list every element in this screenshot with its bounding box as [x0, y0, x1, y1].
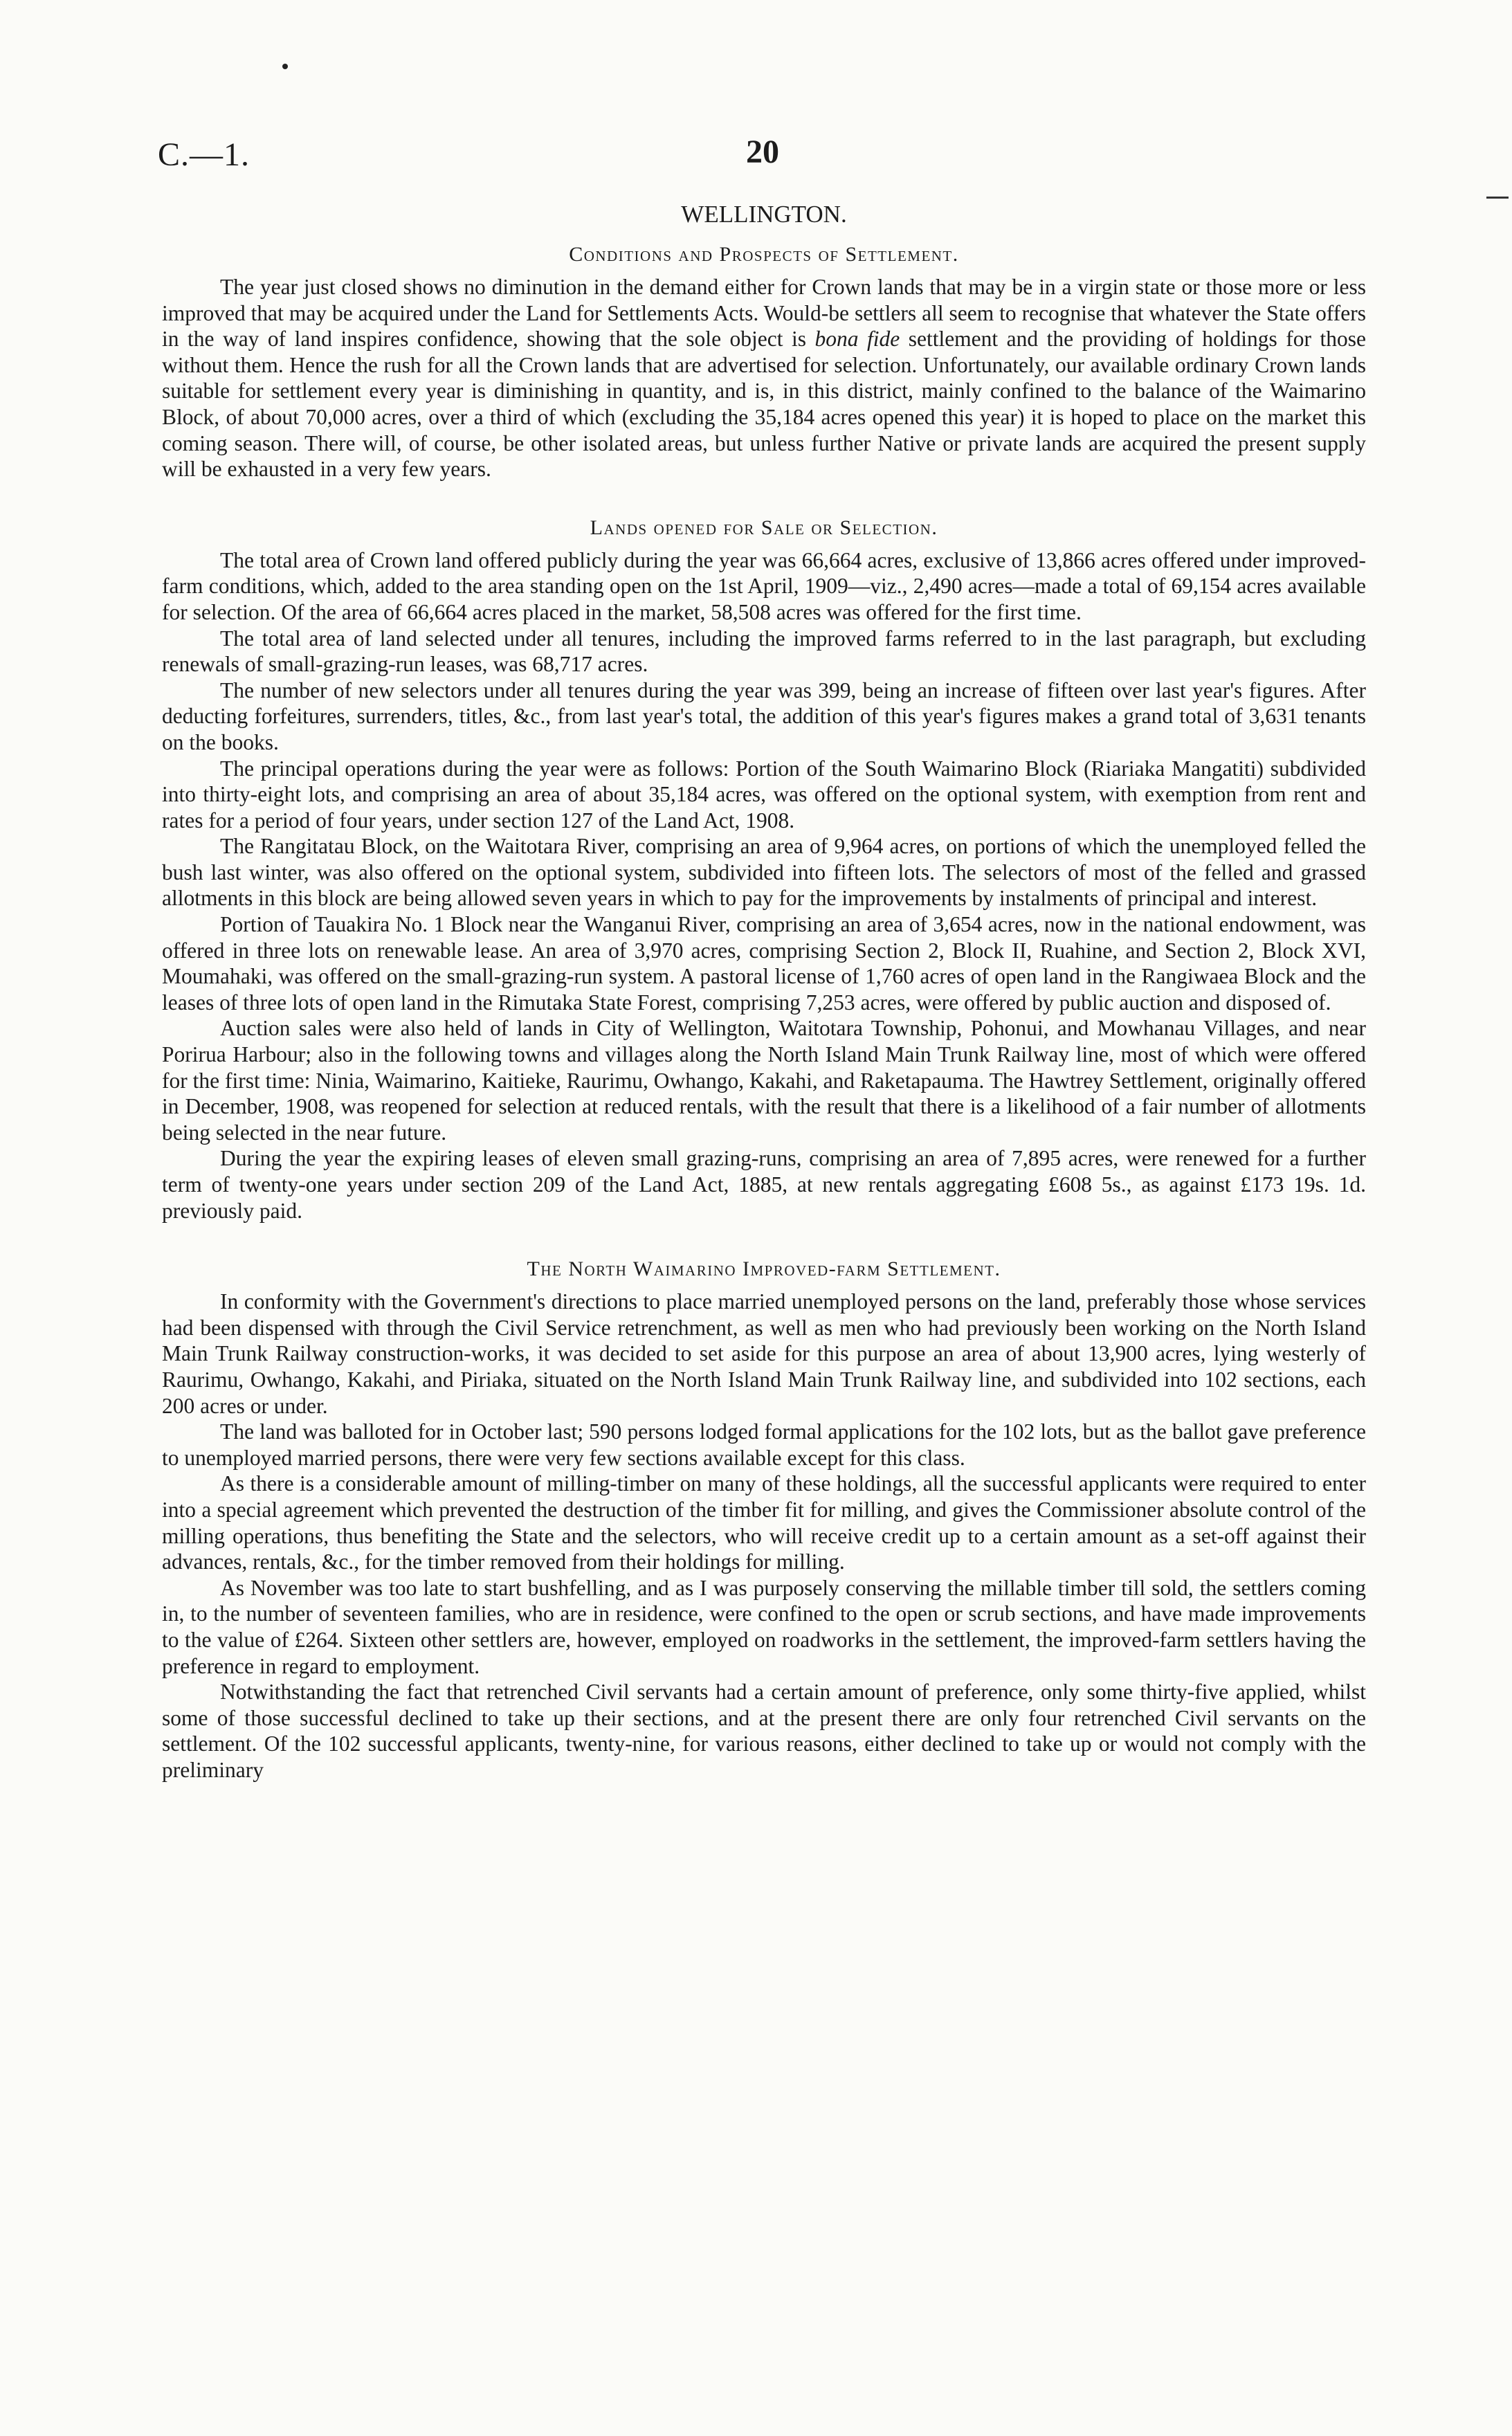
- paragraph: The total area of Crown land offered publicly during the year was 66,664 acres, exclusive of 13,866 acres offered under improved-farm conditions, which, added to the area standing open on the 1st April, 1909—viz., 2,490 acres—made a total of 69,154 acres available for selection. Of the area of 66,664 acres placed in the market, 58,508 acres was offered for the first time.: [162, 547, 1366, 624]
- margin-mark: [1486, 197, 1509, 199]
- page-title: WELLINGTON.: [681, 201, 847, 228]
- section-heading-north-waimarino: The North Waimarino Improved-farm Settlement.: [527, 1257, 1001, 1281]
- section-heading-lands-opened: Lands opened for Sale or Selection.: [590, 516, 938, 539]
- paragraph: Notwithstanding the fact that retrenched Civil servants had a certain amount of preference, only some thirty-five applied, whilst some of those successful declined to take up their sections, and at the present there are only four retrenched Civil servants on the settlement. Of the 102 successful applicants, twenty-nine, for various reasons, either declined to take up or would not comply with the preliminary: [162, 1680, 1366, 1782]
- paragraph: The total area of land selected under all tenures, including the improved farms referred to in the last paragraph, but excluding renewals of small-grazing-run leases, was 68,717 acres.: [162, 626, 1366, 677]
- paragraph: As there is a considerable amount of milling-timber on many of these holdings, all the successful applicants were required to enter into a special agreement which prevented the destruction of the timber fit for milling, and gives the Commissioner absolute control of the milling operations, thus benefiting the State and the selectors, who will receive credit up to a certain amount as a set-off against their advances, rentals, &c., for the timber removed from their holdings for milling.: [162, 1471, 1366, 1574]
- paragraph: The principal operations during the year were as follows: Portion of the South Waimarino Block (Riariaka Mangatiti) subdivided into thirty-eight lots, and comprising an area of about 35,184 acres, was offered on the optional system, with exemption from rent and rates for a period of four years, under section 127 of the Land Act, 1908.: [162, 756, 1366, 833]
- page-number: 20: [746, 134, 779, 170]
- section-heading-conditions: Conditions and Prospects of Settlement.: [569, 243, 959, 266]
- paragraph: The number of new selectors under all tenures during the year was 399, being an increase of fifteen over last year's figures. After deducting forfeitures, surrenders, titles, &c., from last year's total, the addition of this year's figures makes a grand total of 3,631 tenants on the books.: [162, 678, 1366, 754]
- emphasis-bona-fide: bona fide: [814, 327, 900, 352]
- paragraph: Portion of Tauakira No. 1 Block near the Wanganui River, comprising an area of 3,654 acres, now in the national endowment, was offered in three lots on renewable lease. An area of 3,970 acres, comprising Section 2, Block II, Ruahine, and Section 2, Block XVI, Moumahaki, was offered on the small-grazing-run system. A pastoral license of 1,760 acres of open land in the Rangiwaea Block and the leases of three lots of open land in the Rimutaka State Forest, comprising 7,253 acres, were offered by public auction and disposed of.: [162, 912, 1366, 1015]
- paragraph: The land was balloted for in October last; 590 persons lodged formal applications for the 102 lots, but as the ballot gave preference to unemployed married persons, there were very few sections available except for this class.: [162, 1419, 1366, 1470]
- paragraph: The Rangitatau Block, on the Waitotara River, comprising an area of 9,964 acres, on portions of which the unemployed felled the bush last winter, was also offered on the optional system, subdivided into fifteen lots. The selectors of most of the felled and grassed allotments in this block are being allowed seven years in which to pay for the improvements by instalments of principal and interest.: [162, 834, 1366, 911]
- paragraph: During the year the expiring leases of eleven small grazing-runs, comprising an area of 7,895 acres, were renewed for a further term of twenty-one years under section 209 of the Land Act, 1885, at new rentals aggregating £608 5s., as against £173 19s. 1d. previously paid.: [162, 1146, 1366, 1223]
- paragraph: In conformity with the Government's directions to place married unemployed persons on the land, preferably those whose services had been dispensed with through the Civil Service retrenchment, as well as men who had previously been working on the North Island Main Trunk Railway construction-works, it was decided to set aside for this purpose an area of about 13,900 acres, lying westerly of Raurimu, Owhango, Kakahi, and Piriaka, situated on the North Island Main Trunk Railway line, and subdivided into 102 sections, each 200 acres or under.: [162, 1289, 1366, 1418]
- page-body: [162, 194, 1366, 1783]
- paragraph: As November was too late to start bushfelling, and as I was purposely conserving the millable timber till sold, the settlers coming in, to the number of seventeen families, who are in residence, were confined to the open or scrub sections, and have made improvements to the value of £264. Sixteen other settlers are, however, employed on roadworks in the settlement, the improved-farm settlers having the preference in regard to employment.: [162, 1575, 1366, 1678]
- document-reference: C.—1.: [158, 136, 251, 173]
- paragraph: Auction sales were also held of lands in City of Wellington, Waitotara Township, Pohonui, and Mowhanau Villages, and near Porirua Harbour; also in the following towns and villages along the North Island Main Trunk Railway line, most of which were offered for the first time: Ninia, Waimarino, Kaitieke, Raurimu, Owhango, Kakahi, and Raketapauma. The Hawtrey Settlement, originally offered in December, 1908, was reopened for selection at reduced rentals, with the result that there is a likelihood of a fair number of allotments being selected in the near future.: [162, 1016, 1366, 1145]
- printer-speck: [282, 64, 288, 69]
- paragraph: The year just closed shows no diminution in the demand either for Crown lands that may be in a virgin state or those more or less improved that may be acquired under the Land for Settlements Acts. Would-be settlers all seem to recognise that whatever the State offers in the way of land inspires confidence, showing that the sole object is bona fide settlement and the providing of holdings for those without them. Hence the rush for all the Crown lands that are advertised for selection. Unfortunately, our available ordinary Crown lands suitable for settlement every year is diminishing in quantity, and is, in this district, mainly confined to the balance of the Waimarino Block, of about 70,000 acres, over a third of which (excluding the 35,184 acres opened this year) it is hoped to place on the market this coming season. There will, of course, be other isolated areas, but unless further Native or private lands are acquired the present supply will be exhausted in a very few years.: [162, 275, 1366, 482]
